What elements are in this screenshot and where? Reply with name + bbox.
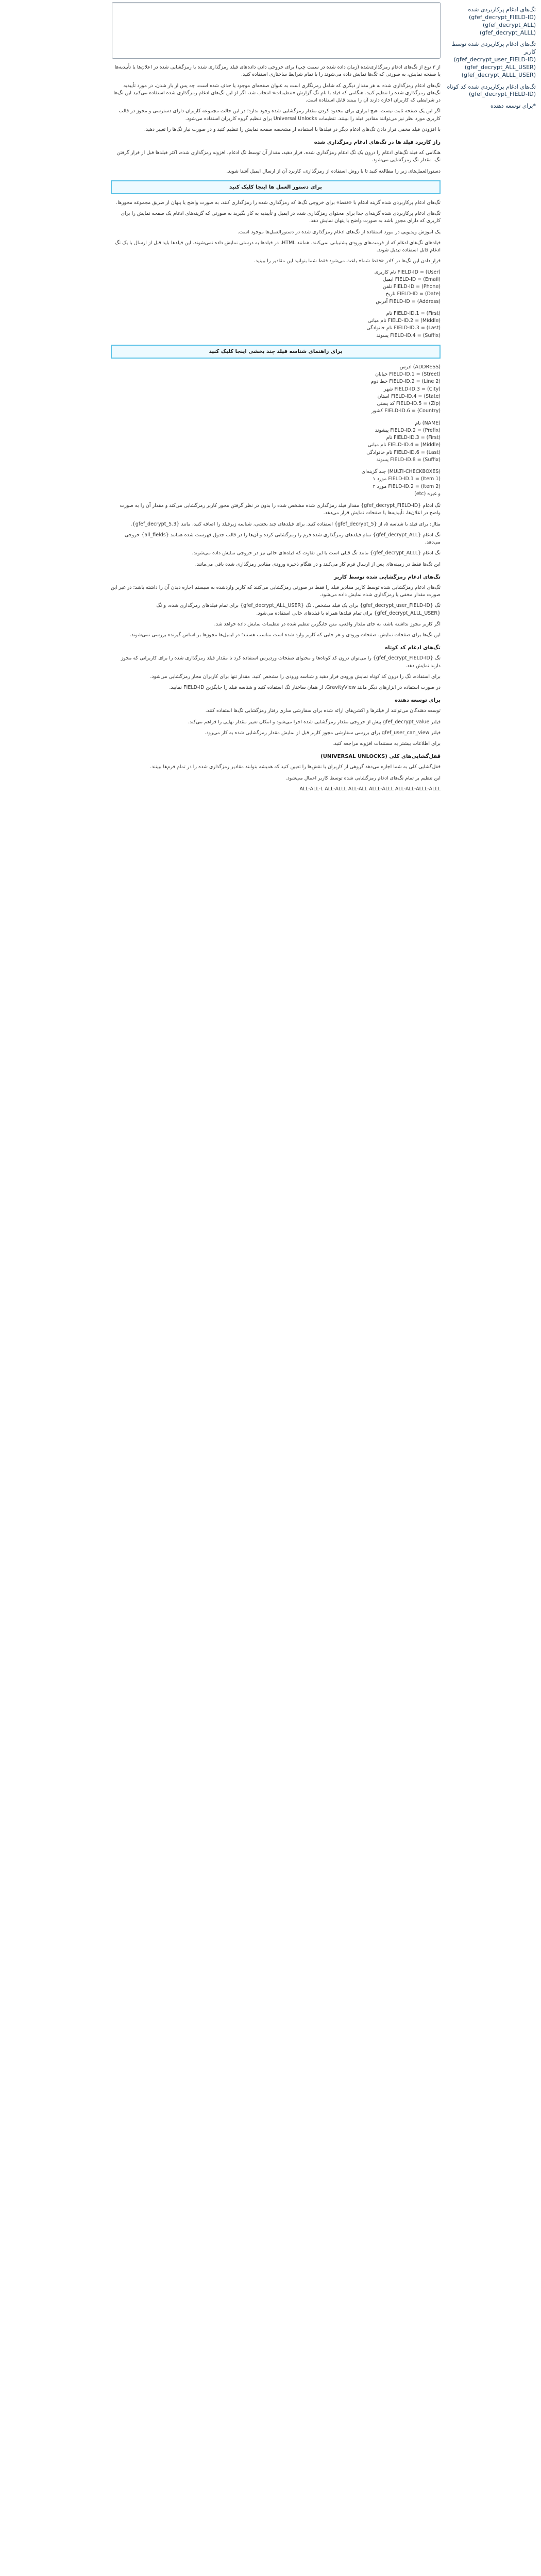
section-paragraph: این تگ‌ها فقط در زمینه‌های پس از ارسال فرم کار می‌کنند و در هنگام ذخیره ورودی مقادیر رمزگذاری شده باقی می‌مانند. — [195, 561, 441, 567]
sidebar-item-tags: (gfef_decrypt_FIELD-ID) (gfef_decrypt_ALL) (gfef_decrypt_ALLL) — [468, 13, 536, 36]
notes-textarea[interactable] — [112, 2, 441, 59]
sidebar-item-user-decrypt[interactable] — [446, 41, 536, 79]
section-paragraph: اگر کاربر مجوز نداشته باشد، به جای مقدار واقعی، متن جایگزین تنظیم شده در تنظیمات نمایش داده خواهد شد. — [214, 621, 441, 627]
section-heading: قفل‌گشایی‌های کلی (UNIVERSAL UNLOCKS) — [320, 754, 441, 760]
list-item: FIELD-ID.8 = (Suffix) پسوند — [376, 456, 441, 463]
address-subfield-list — [111, 364, 441, 415]
list-item: (MULTI-CHECKBOXES) چند گزینه‌ای — [361, 469, 441, 474]
section-heading: تگ‌های ادغام رمزگشایی شده توسط کاربر — [334, 574, 441, 580]
list-item: (NAME) نام — [415, 420, 441, 426]
multipart-guide-banner[interactable]: برای راهنمای شناسه فیلد چند بخشی اینجا کلیک کنید — [111, 345, 441, 359]
section-paragraph: قرار دادن این تگ‌ها در کادر «فقط شما» باعث می‌شود فقط شما بتوانید این مقادیر را ببینید. — [253, 258, 441, 264]
sidebar-item-decrypt[interactable] — [446, 6, 536, 37]
sidebar-item-label: تگ‌های ادغام پرکاربردی شده — [468, 6, 536, 13]
section-paragraph: فیلتر gfef_user_can_view برای بررسی سفارشی مجوز کاربر قبل از نمایش مقدار رمزگشایی شده به کار می‌رود. — [205, 730, 441, 736]
section-paragraph: تگ {gfef_decrypt_FIELD-ID} را می‌توان درون کد کوتاه‌ها و محتوای صفحات وردپرس استفاده کرد تا مقدار فیلد رمزگذاری شده را برای کاربرانی که مجوز دارند نمایش دهد. — [121, 655, 441, 669]
list-item: FIELD-ID.6 = (Last) نام خانوادگی — [366, 449, 441, 455]
section-paragraph: توسعه دهندگان می‌توانند از فیلترها و اکشن‌های ارائه شده برای سفارشی سازی رفتار رمزگشایی تگ‌ها استفاده کنند. — [205, 708, 441, 714]
list-item: FIELD-ID.1 = (Item 1) مورد ۱ — [373, 476, 441, 482]
sidebar-item-label: *برای توسعه دهنده — [490, 103, 536, 110]
intro-paragraph: از ۳ نوع از تگ‌های ادغام رمزگذاری‌شده (زمان داده شده در سمت چپ) برای خروجی دادن داده‌های فیلد رمزگذاری شده یا رمزگشایی شده در اعلان‌ها یا تأییدیه‌ها یا صفحه نمایش، به صورتی که تگ‌ها نمایش داده می‌شوند را با تمام شرایط ساختاری استفاده کنید. — [114, 64, 441, 78]
intro-paragraph: با افزودن فیلد مخفی قرار دادن تگ‌های ادغام دیگر در فیلدها با استفاده از مشخصه صفحه نمایش را تنظیم کنید و در صورت نیاز تگ‌ها را تغییر دهید. — [144, 126, 441, 132]
section-paragraph: برای اطلاعات بیشتر به مستندات افزونه مراجعه کنید. — [332, 741, 441, 747]
video-tutorial-text: یک آموزش ویدیویی در مورد استفاده از تگ‌های ادغام رمزگذاری شده در دستورالعمل‌ها موجود است. — [238, 229, 441, 235]
sidebar-item-shortcode[interactable] — [446, 83, 536, 99]
list-item: FIELD-ID = (User) نام کاربری — [374, 269, 441, 275]
section-paragraph: تگ ادغام {gfef_decrypt_ALL} تمام فیلدهای رمزگذاری شده فرم را رمزگشایی کرده و آن‌ها را در قالب جدول فهرست شده همانند {all_fields} خروجی می‌دهد. — [124, 532, 441, 545]
list-item: و غیره (etc) — [414, 490, 441, 497]
main-content — [111, 2, 441, 796]
section-heading: راز کاربرد فیلد ها در تگ‌های ادغام رمزگذاری شده — [314, 140, 441, 145]
section-paragraph: فیلدهای تگ‌های ادغام که از فرمت‌های ورودی پشتیبانی نمی‌کنند، همانند HTML، در فیلدها به درستی نمایش داده نمی‌شوند. این فیلدها باید قبل از ارسال با یک تگ ادغام قابل استفاده تبدیل شوند. — [114, 240, 441, 253]
sidebar-item-label: تگ‌های ادغام پرکاربردی شده کد کوتاه — [447, 83, 536, 90]
section-paragraph: تگ {gfef_decrypt_user_FIELD-ID} برای یک فیلد مشخص، تگ {gfef_decrypt_ALL_USER} برای تمام فیلدهای رمزگذاری شده، و تگ {gfef_decrypt_ALLL_USER} برای تمام فیلدها همراه با فیلدهای خالی استفاده می‌شود. — [156, 603, 441, 616]
list-item: FIELD-ID = (Date) تاریخ — [385, 291, 441, 297]
list-item: FIELD-ID.2 = (Line 2) خط دوم — [370, 379, 441, 385]
section-heading: تگ‌های ادغام کد کوتاه — [385, 645, 441, 651]
list-item: FIELD-ID.2 = (Item 2) مورد ۲ — [373, 483, 441, 489]
list-item: FIELD-ID.4 = (Middle) نام میانی — [367, 442, 441, 448]
intro-paragraph: تگ‌های ادغام رمزگذاری شده به هر مقدار دیگری که شامل رمزنگاری است به عنوان صفحه‌ای موجود یا حذف شده است، چه پس از باز شدن، در مورد تأییدیه تگ‌های رمزگذاری شده را تنظیم کنید. هنگامی که فیلد با نام تگ گزارش «تنظیمات» انتخاب شد، اگر از این تگ‌های ادغام رمزگذاری شده استفاده می‌کنید این تگ‌ها در شرایطی که کاربران اجازه دارند آن را ببینند قابل استفاده است. — [113, 82, 441, 103]
section-paragraph: تگ ادغام {gfef_decrypt_ALLL} مانند تگ قبلی است با این تفاوت که فیلدهای خالی نیز در خروجی نمایش داده می‌شوند. — [192, 550, 441, 556]
list-item: FIELD-ID.3 = (Last) نام خانوادگی — [366, 325, 441, 331]
list-item: FIELD-ID.1 = (Street) خیابان — [375, 371, 441, 377]
section-paragraph: فیلتر gfef_decrypt_value پیش از خروجی مقدار رمزگشایی شده اجرا می‌شود و امکان تغییر مقدار نهایی را فراهم می‌کند. — [188, 719, 441, 725]
section-heading: برای توسعه دهنده — [395, 698, 441, 704]
checkbox-subfield-list — [111, 468, 441, 498]
section-paragraph: در صورت استفاده در ابزارهای دیگر مانند GravityView، از همان ساختار تگ استفاده کنید و شناسه فیلد را جایگزین FIELD-ID نمایید. — [169, 685, 441, 690]
list-item: FIELD-ID = (Address) آدرس — [376, 298, 441, 304]
section-paragraph: این تنظیم بر تمام تگ‌های ادغام رمزگشایی شده توسط کاربر اعمال می‌شود. — [285, 775, 441, 781]
list-item: FIELD-ID.2 = (Prefix) پیشوند — [375, 427, 441, 433]
list-item: FIELD-ID.6 = (Country) کشور — [371, 408, 441, 414]
section-paragraph: تگ‌های ادغام پرکاربردی شده گزینه ادغام با «فقط» برای خروجی تگ‌ها که رمزگذاری شده را رمزگذاری کنند، به صورت واضح یا پنهان از طریق مجموعه مجوزها. — [116, 199, 441, 206]
section-paragraph: تگ‌های ادغام پرکاربردی شده گزینه‌ای جدا برای محتوای رمزگذاری شده در ایمیل و تأییدیه به کار بگیرید به صورتی که گزینه‌های ادغام یک صفحه نمایش را برای کاربری که دارای مجوز باشد به صورت واضح یا پنهان نمایش دهد. — [121, 211, 441, 224]
list-item: FIELD-ID.1 = (First) نام — [386, 310, 441, 316]
list-item: FIELD-ID = (Email) ایمیل — [382, 276, 441, 282]
list-item: FIELD-ID.3 = (First) نام — [386, 435, 441, 440]
sidebar-item-tags: (gfef_decrypt_FIELD-ID) — [468, 91, 536, 98]
section-paragraph: هنگامی که فیلد تگ‌های ادغام را درون یک تگ ادغام رمزگذاری شده، قرار دهید، مقدار آن توسط تگ ادغام، افزونه رمزگذاری شده، اکثر فیلدها قبل از قرار گرفتن تگ، مقدار تگ رمزگشایی می‌شود. — [116, 150, 441, 163]
list-item: (ADDRESS) آدرس — [399, 364, 441, 370]
merge-tag-sidebar — [446, 6, 536, 114]
section-paragraph: برای استفاده، تگ را درون کد کوتاه نمایش ورودی قرار دهید و شناسه ورودی را مشخص کنید. مقدار تنها برای کاربران مجاز رمزگشایی می‌شود. — [150, 673, 441, 680]
section-paragraph: دستورالعمل‌های زیر را مطالعه کنید تا با روش استفاده از رمزگذاری، کاربرد آن از ارسال ایمیل آشنا شوید. — [226, 168, 441, 174]
list-item: FIELD-ID.4 = (Suffix) پسوند — [376, 332, 441, 338]
field-id-list — [111, 310, 441, 340]
list-item: FIELD-ID.3 = (City) شهر — [383, 386, 441, 392]
section-paragraph: مثال: برای فیلد با شناسه ۵، از {gfef_decrypt_5} استفاده کنید. برای فیلدهای چند بخشی، شناسه زیرفیلد را اضافه کنید، مانند {gfef_decrypt_5.3}. — [130, 521, 441, 527]
sidebar-item-developer[interactable] — [446, 103, 536, 110]
name-subfield-list — [111, 420, 441, 464]
section-paragraph: این تگ‌ها برای صفحات نمایش، صفحات ورودی و هر جایی که کاربر وارد شده است مناسب هستند؛ در ایمیل‌ها مجوزها بر اساس گیرنده بررسی نمی‌شوند. — [129, 632, 441, 638]
sidebar-item-label: تگ‌های ادغام پرکاربردی شده توسط کاربر — [451, 41, 536, 56]
tail-tag-list: ALL-ALL-L ALL-ALLL ALL-ALL ALLL-ALLL ALL-ALL-ALLL-ALLL — [299, 786, 441, 792]
section-paragraph: تگ‌های ادغام رمزگشایی شده توسط کاربر مقادیر فیلد را فقط در صورتی رمزگشایی می‌کنند که کاربر واردشده به سیستم اجازه دیدن آن را داشته باشد؛ در غیر این صورت مقدار مخفی یا رمزگذاری شده نمایش داده می‌شود. — [110, 584, 441, 598]
list-item: FIELD-ID.2 = (Middle) نام میانی — [367, 318, 441, 324]
sidebar-item-tags: (gfef_decrypt_user_FIELD-ID) (gfef_decrypt_ALL_USER) (gfef_decrypt_ALLL_USER) — [453, 56, 536, 78]
intro-paragraph: اگر این یک صفحه ثابت نیست، هیچ ابزاری برای محدود کردن مقدار رمزگشایی شده وجود ندارد؛ در این حالت مجموعه کاربران دارای دسترسی و مجوز در قالب کاربری مورد نظر نیز می‌توانند مقادیر فیلد را ببینند. تنظیمات Universal Unlocks برای تنظیم گروه کاربران استفاده می‌شود. — [119, 108, 441, 122]
list-item: FIELD-ID.4 = (State) استان — [377, 393, 441, 399]
list-item: FIELD-ID = (Phone) تلفن — [382, 284, 441, 290]
field-id-list — [111, 269, 441, 306]
list-item: FIELD-ID.5 = (Zip) کد پستی — [377, 401, 441, 406]
section-paragraph: قفل‌گشایی کلی به شما اجازه می‌دهد گروهی از کاربران یا نقش‌ها را تعیین کنید که همیشه بتوانند مقادیر رمزگذاری شده را در تمام فرم‌ها ببینند. — [150, 764, 441, 770]
section-paragraph: تگ ادغام {gfef_decrypt_FIELD-ID} مقدار فیلد رمزگذاری شده مشخص شده را بدون در نظر گرفتن مجوز کاربر رمزگشایی می‌کند و مقدار آن را به صورت واضح در اعلان‌ها، تأییدیه‌ها یا صفحات نمایش قرار می‌دهد. — [120, 503, 441, 516]
instructions-toggle-banner[interactable]: برای دستور العمل ها اینجا کلیک کنید — [111, 180, 441, 194]
